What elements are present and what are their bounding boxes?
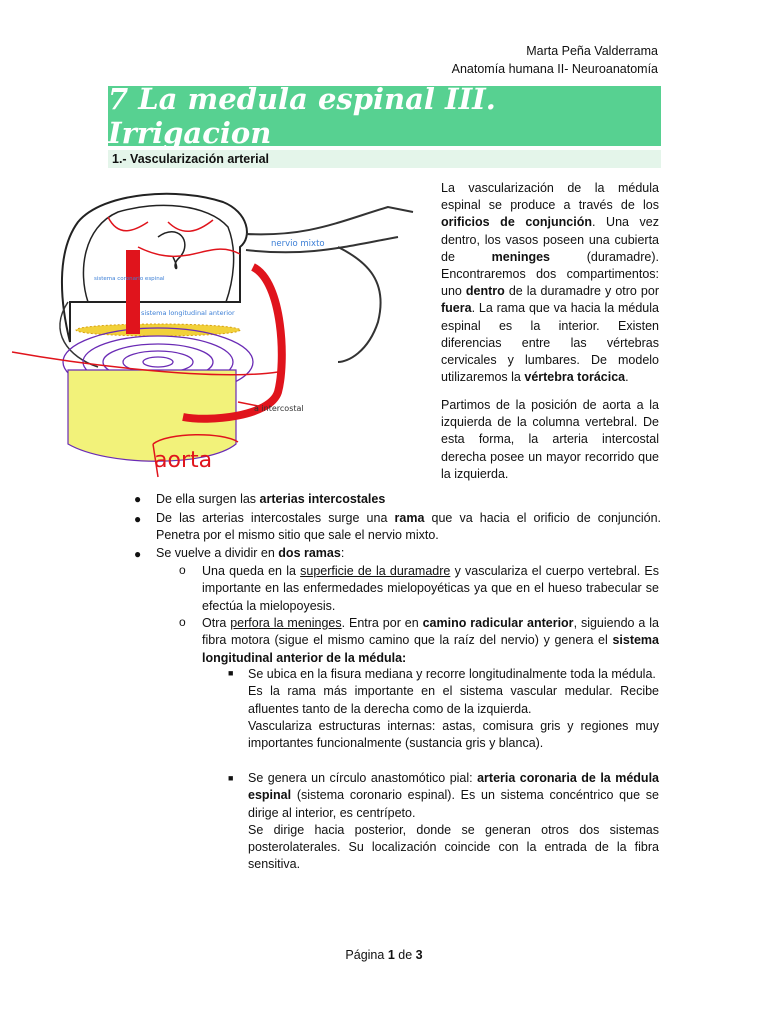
spinal-cord-diagram — [8, 182, 428, 490]
list-item-1: De ella surgen las arterias intercostales — [156, 492, 386, 506]
square-bullet-icon: ■ — [228, 773, 234, 783]
document-header — [452, 42, 658, 78]
label-nervio-mixto: nervio mixto — [271, 239, 325, 249]
detail-item-2: Se genera un círculo anastomótico pial: arteria coronaria de la médula espinal (sistema coronario espinal). Es un sistema concéntrico que se dirige al interior, es centrípeto. Se dirige hacia posterior, donde se generan otros dos sistemas posterolaterales. Su localización coincide con la entrada de la fibra sensitiva. — [248, 771, 659, 872]
sub-item-2: Otra perfora la meninges. Entra por en camino radicular anterior, siguiendo a la fibra motora (sigue el mismo camino que la raíz del nervio) y genera el sistema longitudinal anterior de la médula: — [202, 616, 659, 665]
label-intercostal: a intercostal — [254, 404, 304, 413]
sub-bullet-icon: o — [179, 563, 186, 577]
label-sistema-coronario: sistema coronario espinal — [94, 276, 165, 282]
label-aorta: aorta — [154, 448, 213, 473]
list-item-3: Se vuelve a dividir en dos ramas: — [156, 546, 345, 560]
section-heading: 1.- Vascularización arterial — [108, 150, 661, 168]
label-sistema-longitudinal: sistema longitudinal anterior — [141, 309, 235, 317]
intro-paragraph-1: La vascularización de la médula espinal se produce a través de los orificios de conjunción. Una vez dentro, los vasos poseen una cubierta de meninges (duramadre). Encontraremos dos compartimentos: uno dentro de la duramadre y otro por fuera. La rama que va hacia la médula espinal es la interior. Existen diferencias entre las vértebras cervicales y lumbares. De modelo utilizaremos la vértebra torácica. — [441, 181, 659, 385]
square-bullet-icon: ■ — [228, 668, 234, 678]
course-name: Anatomía humana II- Neuroanatomía — [451, 62, 658, 76]
list-item-2: De las arterias intercostales surge una rama que va hacia el orificio de conjunción. Penetra por el mismo sitio que sale el nervio mixto. — [156, 511, 661, 543]
bullet-icon: ● — [134, 492, 142, 506]
detail-item-1: Se ubica en la fisura mediana y recorre longitudinalmente toda la médula. Es la rama más importante en el sistema vascular medular. Recibe afluentes tanto de la derecha como de la izquierda. Vasculariza estructuras internas: astas, comisura gris y regiones muy importantes funcionalmente (sustancia gris y blanca). — [248, 667, 659, 751]
page-title: 7 La medula espinal III. Irrigacion — [108, 82, 496, 150]
page-footer: Página 1 de 3 — [345, 948, 423, 962]
author-name: Marta Peña Valderrama — [526, 44, 658, 58]
intro-paragraph-2: Partimos de la posición de aorta a la izquierda de la columna vertebral. De esta forma, la arteria intercostal derecha posee un mayor recorrido que la izquierda. — [441, 398, 659, 481]
bullet-icon: ● — [134, 512, 142, 526]
title-banner — [108, 82, 661, 150]
bullet-icon: ● — [134, 547, 142, 561]
sub-item-1: Una queda en la superficie de la duramadre y vasculariza el cuerpo vertebral. Es importante en las enfermedades mielopoyéticas ya que en el hueso trabecular se efectúa la mielopoyesis. — [202, 564, 660, 613]
sub-bullet-icon: o — [179, 615, 186, 629]
